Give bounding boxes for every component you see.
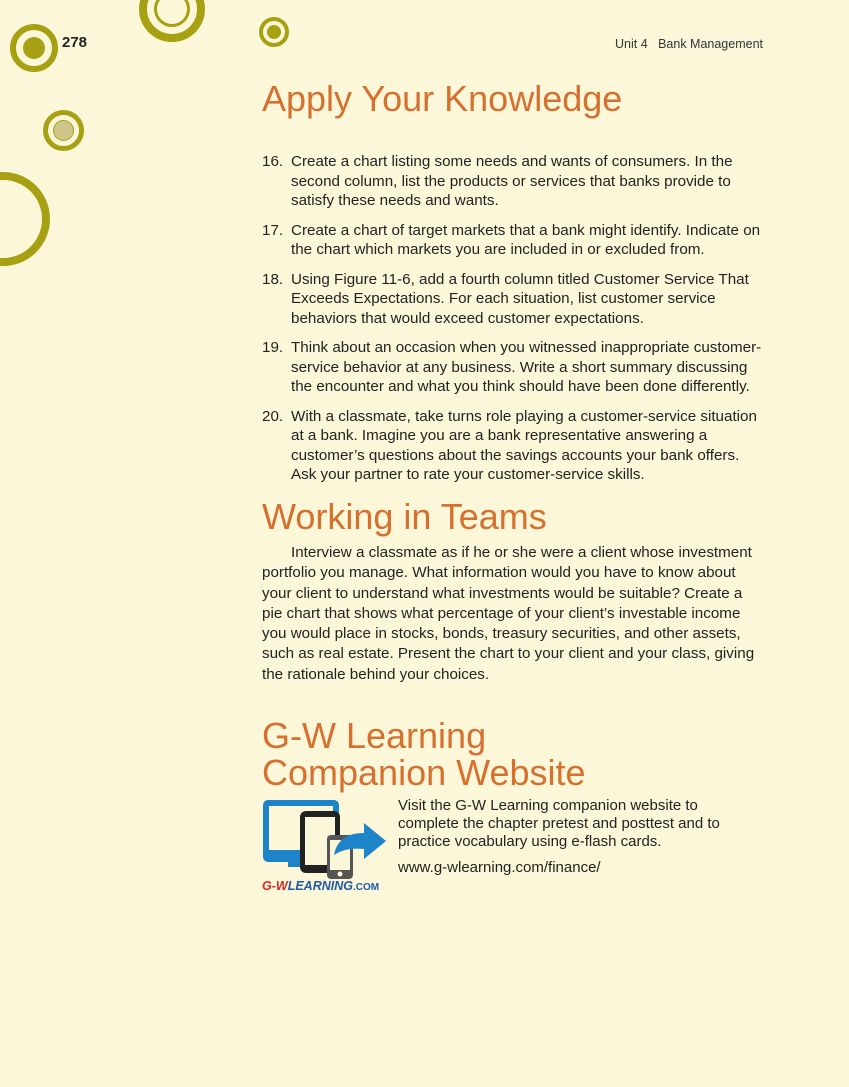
page-number: 278 <box>62 34 88 51</box>
apply-knowledge-title: Apply Your Knowledge <box>262 78 623 119</box>
item-number: 16. <box>262 153 284 170</box>
list-item <box>262 152 767 211</box>
devices-icon <box>262 799 388 881</box>
decor-ring-page-number <box>10 24 58 72</box>
decor-ring-small <box>43 110 84 151</box>
gw-description: Visit the G-W Learning companion website to complete the chapter pretest and posttest and to practice vocabulary using e-flash cards. <box>398 797 720 850</box>
list-item <box>262 270 767 329</box>
item-number: 18. <box>262 270 284 288</box>
item-text: With a classmate, take turns role playing a customer-service situation at a bank. Imagine you are a bank representative answering a customer’s questions about the savings accounts your bank offers. Ask your partner to rate your customer-service skills. <box>291 407 757 483</box>
gw-learning-logo: G-WLEARNING.COM <box>262 879 380 893</box>
item-number: 17. <box>262 221 284 239</box>
item-text: Using Figure 11-6, add a fourth column titled Customer Service That Exceeds Expectations. For each situation, list customer service behaviors that would exceed customer expectations. <box>291 270 749 327</box>
gw-url-link[interactable]: www.g-wlearning.com/finance/ <box>398 859 601 876</box>
item-text: Create a chart listing some needs and wants of consumers. In the second column, list the products or services that banks provide to satisfy these needs and wants. <box>291 153 733 209</box>
list-item <box>262 221 767 260</box>
running-head: Unit 4 Bank Management <box>615 37 763 51</box>
item-text: Think about an occasion when you witnessed inappropriate customer-service behavior at any business. Write a short summary discussing the encounter and what you think should have been done differently. <box>291 339 762 395</box>
working-in-teams-title: Working in Teams <box>262 496 547 537</box>
working-in-teams-body: Interview a classmate as if he or she were a client whose investment portfolio you manage. What information would you have to know about your client to understand what investments would be suitable? Create a pie chart that shows what percentage of your client’s investable income you would place in stocks, bonds, treasury securities, and other assets, such as real estate. Present the chart to your client and your class, giving the rationale behind your choices. <box>262 544 755 683</box>
decor-ring-header <box>259 17 289 47</box>
gw-title-line1: G-W Learning <box>262 715 487 756</box>
item-text: Create a chart of target markets that a bank might identify. Indicate on the chart which markets you are included in or excluded from. <box>291 221 761 258</box>
decor-ring-top <box>139 0 205 42</box>
item-number: 20. <box>262 407 284 425</box>
gw-title-line2: Companion Website <box>262 752 586 793</box>
list-item <box>262 407 767 485</box>
item-number: 19. <box>262 339 284 356</box>
apply-knowledge-list <box>262 152 767 495</box>
list-item <box>262 338 767 397</box>
